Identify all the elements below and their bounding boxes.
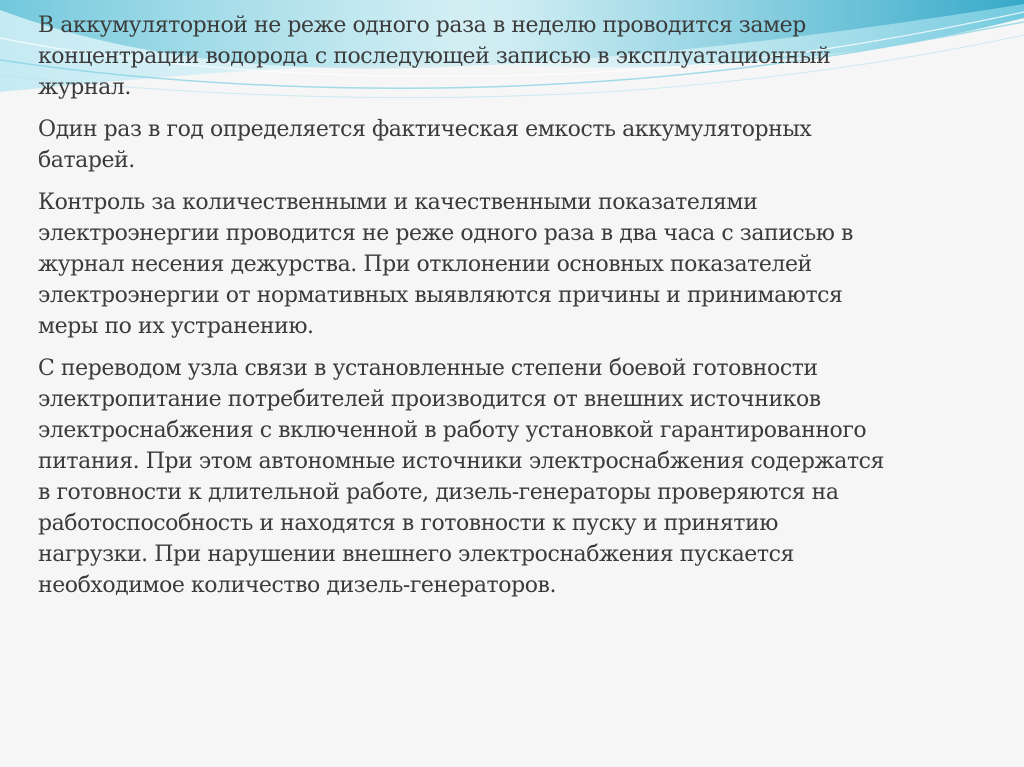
slide-body: [38, 10, 998, 612]
paragraph-combat-readiness-power: С переводом узла связи в установленные степени боевой готовности электропитание потребителей производится от внешних источников электроснабжения с включенной в работу установкой гарантированного питания. При этом автономные источники электроснабжения содержатся в готовности к длительной работе, дизель-генераторы проверяются на работоспособность и находятся в готовности к пуску и принятию нагрузки. При нарушении внешнего электроснабжения пускается необходимое количество дизель-генераторов.: [38, 356, 884, 598]
paragraph-battery-capacity: Один раз в год определяется фактическая емкость аккумуляторных батарей.: [38, 117, 812, 173]
paragraph-battery-hydrogen: В аккумуляторной не реже одного раза в неделю проводится замер концентрации водорода с последующей записью в эксплуатационный журнал.: [38, 13, 831, 100]
paragraph-power-quality-control: Контроль за количественными и качественными показателями электроэнергии проводится не реже одного раза в два часа с записью в журнал несения дежурства. При отклонении основных показателей электроэнергии от нормативных выявляются причины и принимаются меры по их устранению.: [38, 190, 853, 339]
